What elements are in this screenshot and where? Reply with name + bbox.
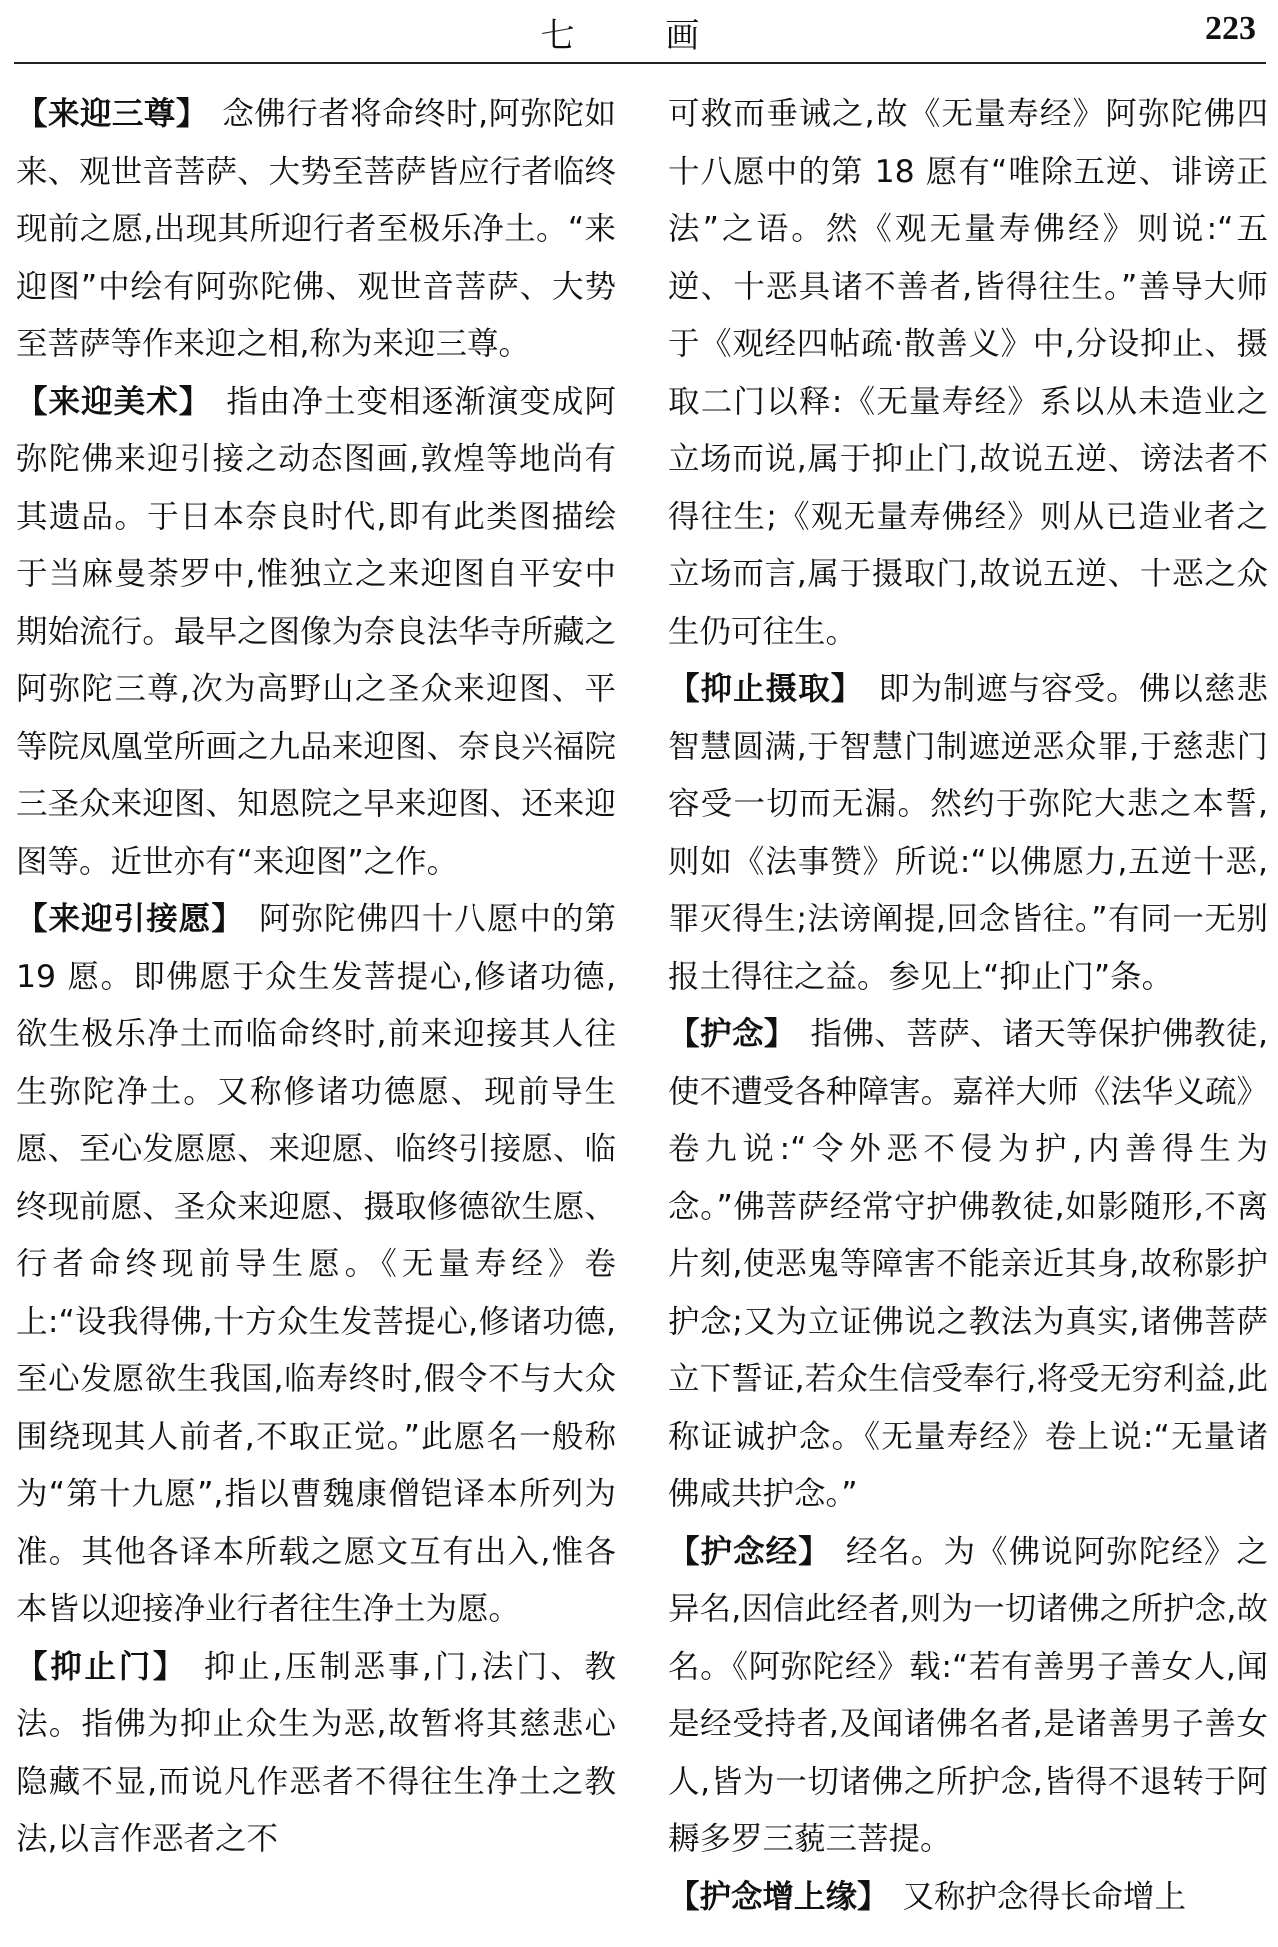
left-column <box>16 86 616 1941</box>
section-title: 七 画 <box>540 16 740 56</box>
entry-headword: 【来迎三尊】 <box>16 96 208 132</box>
entry-text: 抑止,压制恶事,门,法门、教法。指佛为抑止众生为恶,故暂将其慈悲心隐藏不显,而说凡作恶者不得往生净土之教法,以言作恶者之不 <box>16 1648 616 1857</box>
entry-hunian-zengshang-yuan <box>668 1869 1268 1927</box>
running-head <box>0 0 1278 60</box>
header-rule <box>14 62 1266 64</box>
right-column <box>668 86 1268 1941</box>
entry-headword: 【抑止摄取】 <box>668 671 864 707</box>
entry-text: 指佛、菩萨、诸天等保护佛教徒,使不遭受各种障害。嘉祥大师《法华义疏》卷九说:“令外恶不侵为护,内善得生为念。”佛菩萨经常守护佛教徒,如影随形,不离片刻,使恶鬼等障害不能亲近其身,故称影护护念;又为立证佛说之教法为真实,诸佛菩萨立下誓证,若众生信受奉行,将受无穷利益,此称证诚护念。《无量寿经》卷上说:“无量诸佛咸共护念。” <box>668 1016 1268 1512</box>
entry-text: 又称护念得长命增上 <box>902 1878 1187 1915</box>
entry-headword: 【护念经】 <box>668 1533 831 1570</box>
entry-text: 指由净土变相逐渐演变成阿弥陀佛来迎引接之动态图画,敦煌等地尚有其遗品。于日本奈良时代,即有此类图描绘于当麻曼荼罗中,惟独立之来迎图自平安中期始流行。最早之图像为奈良法华寺所藏之阿弥陀三尊,次为高野山之圣众来迎图、平等院凤凰堂所画之九品来迎图、奈良兴福院三圣众来迎图、知恩院之早来迎图、还来迎图等。近世亦有“来迎图”之作。 <box>16 383 616 880</box>
entry-laiying-sanzun <box>16 86 616 374</box>
entry-text: 可救而垂诫之,故《无量寿经》阿弥陀佛四十八愿中的第 18 愿有“唯除五逆、诽谤正法”之语。然《观无量寿佛经》则说:“五逆、十恶具诸不善者,皆得往生。”善导大师于《观经四帖疏·散善义》中,分设抑止、摄取二门以释:《无量寿经》系以从未造业之立场而说,属于抑止门,故说五逆、谤法者不得往生;《观无量寿佛经》则从已造业者之立场而言,属于摄取门,故说五逆、十恶之众生仍可往生。 <box>668 96 1268 650</box>
entry-text: 经名。为《佛说阿弥陀经》之异名,因信此经者,则为一切诸佛之所护念,故名。《阿弥陀经》载:“若有善男子善女人,闻是经受持者,及闻诸佛名者,是诸善男子善女人,皆为一切诸佛之所护念,皆得不退转于阿耨多罗三藐三菩提。 <box>668 1533 1268 1857</box>
entry-headword: 【护念增上缘】 <box>668 1878 889 1915</box>
page-number: 223 <box>1205 10 1256 47</box>
entry-hunian <box>668 1006 1268 1524</box>
entry-text: 即为制遮与容受。佛以慈悲智慧圆满,于智慧门制遮逆恶众罪,于慈悲门容受一切而无漏。然约于弥陀大悲之本誓,则如《法事赞》所说:“以佛愿力,五逆十恶,罪灭得生;法谤阐提,回念皆往。”有同一无别报土得往之益。参见上“抑止门”条。 <box>668 671 1268 995</box>
entry-laiying-meishu <box>16 374 616 892</box>
entry-continuation <box>668 86 1268 661</box>
entry-laiying-yinjie-yuan <box>16 891 616 1639</box>
entry-yizhi-sheqv <box>668 661 1268 1006</box>
entry-headword: 【来迎美术】 <box>16 383 212 420</box>
entry-text: 阿弥陀佛四十八愿中的第 19 愿。即佛愿于众生发菩提心,修诸功德,欲生极乐净土而临命终时,前来迎接其人往生弥陀净土。又称修诸功德愿、现前导生愿、至心发愿愿、来迎愿、临终引接愿、临终现前愿、圣众来迎愿、摄取修德欲生愿、行者命终现前导生愿。《无量寿经》卷上:“设我得佛,十方众生发菩提心,修诸功德,至心发愿欲生我国,临寿终时,假令不与大众围绕现其人前者,不取正觉。”此愿名一般称为“第十九愿”,指以曹魏康僧铠译本所列为准。其他各译本所载之愿文互有出入,惟各本皆以迎接净业行者往生净土为愿。 <box>16 901 616 1627</box>
entry-headword: 【抑止门】 <box>16 1648 188 1685</box>
entry-headword: 【护念】 <box>668 1016 796 1052</box>
entry-yizhi-men <box>16 1639 616 1869</box>
entry-headword: 【来迎引接愿】 <box>16 901 244 937</box>
entry-hunian-jing <box>668 1524 1268 1869</box>
entry-text: 念佛行者将命终时,阿弥陀如来、观世音菩萨、大势至菩萨皆应行者临终现前之愿,出现其所迎行者至极乐净土。“来迎图”中绘有阿弥陀佛、观世音菩萨、大势至菩萨等作来迎之相,称为来迎三尊。 <box>16 96 616 362</box>
